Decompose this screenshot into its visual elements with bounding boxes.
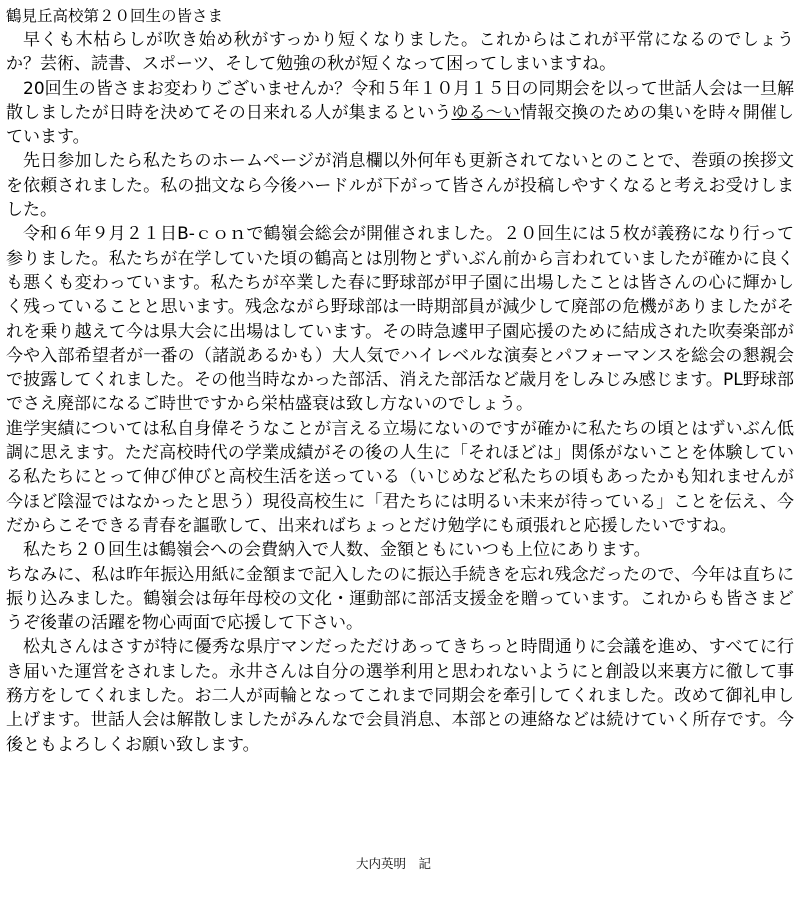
letter-greeting: 鶴見丘高校第２０回生の皆さま	[6, 7, 224, 25]
paragraph-reunion	[6, 77, 794, 150]
paragraph-thanks: 松丸さんはさすが特に優秀な県庁マンだっただけあってきちっと時間通りに会議を進め、すべてに行き届いた運営をされました。永井さんは自分の選挙利用と思われないようにと創設以来裏方に徹して事務方をしてくれました。お二人が両輪となってこれまで同期会を牽引してくれました。改めて御礼申し上げます。世話人会は解散しましたがみんなで会員消息、本部との連絡などは続けていく所存です。今後ともよろしくお願い致します。	[6, 637, 794, 755]
paragraph-general-meeting: 令和６年９月２１日B-ｃｏｎで鶴嶺会総会が開催されました。２０回生には５枚が義務になり行って参りました。私たちが在学していた頃の鶴高とは別物とずいぶん前から言われていましたが確かに良くも悪くも変わっています。私たちが卒業した春に野球部が甲子園に出場したことは皆さんの心に輝かしく残っていることと思います。残念ながら野球部は一時期部員が減少して廃部の危機がありましたがそれを乗り越えて今は県大会に出場はしています。その時急遽甲子園応援のために結成された吹奏楽部が今や入部希望者が一番の（諸説あるかも）大人気でハイレベルな演奏とパフォーマンスを総会の懇親会で披露してくれました。その他当時なかった部活、消えた部活など歳月をしみじみ感じます。PL野球部でさえ廃部になるご時世ですから栄枯盛衰は致し方ないのでしょう。	[6, 224, 794, 415]
reunion-text-after: 情報交換のための集いを時々開催しています。	[6, 102, 795, 148]
paragraph-autumn: 早くも木枯らしが吹き始め秋がすっかり短くなりました。これからはこれが平常になるのでしょうか？芸術、読書、スポーツ、そして勉強の秋が短くなって困ってしまいますね。	[6, 30, 794, 75]
paragraph-membership-fees: 私たち２０回生は鶴嶺会への会費納入で人数、金額ともにいつも上位にあります。	[23, 540, 651, 561]
letter-signature: 大内英明 記	[356, 856, 432, 871]
paragraph-payment: ちなみに、私は昨年振込用紙に金額まで記入したのに振込手続きを忘れ残念だったので、今年は直ちに振り込みました。鶴嶺会は毎年母校の文化・運動部に部活支援金を贈っています。これからも皆さまどうぞ後輩の活躍を物心両面で応援して下さい。	[6, 564, 794, 634]
reunion-underlined-text: ゆる～い	[451, 102, 521, 123]
paragraph-homepage: 先日参加したら私たちのホームページが消息欄以外何年も更新されてないとのことで、巻頭の挨拶文を依頼されました。私の拙文なら今後ハードルが下がって皆さんが投稿しやすくなると考えお受けしました。	[6, 151, 794, 221]
reunion-text-before: 20回生の皆さまお変わりございませんか？令和５年１０月１５日の同期会を以って世話人会は一旦解散しましたが日時を決めてその日来れる人が集まるという	[6, 78, 794, 123]
paragraph-academic-record: 進学実績については私自身偉そうなことが言える立場にないのですが確かに私たちの頃とはずいぶん低調に思えます。ただ高校時代の学業成績がその後の人生に「それほどは」関係がないことを体験している私たちにとって伸び伸びと高校生活を送っている（いじめなど私たちの頃もあったかも知れませんが今ほど陰湿ではなかったと思う）現役高校生に「君たちには明るい未来が待っている」ことを伝え、今だからこそできる青春を謳歌して、出来ればちょっとだけ勉学にも頑張れと応援したいですね。	[6, 418, 794, 536]
letter-body	[6, 4, 794, 757]
